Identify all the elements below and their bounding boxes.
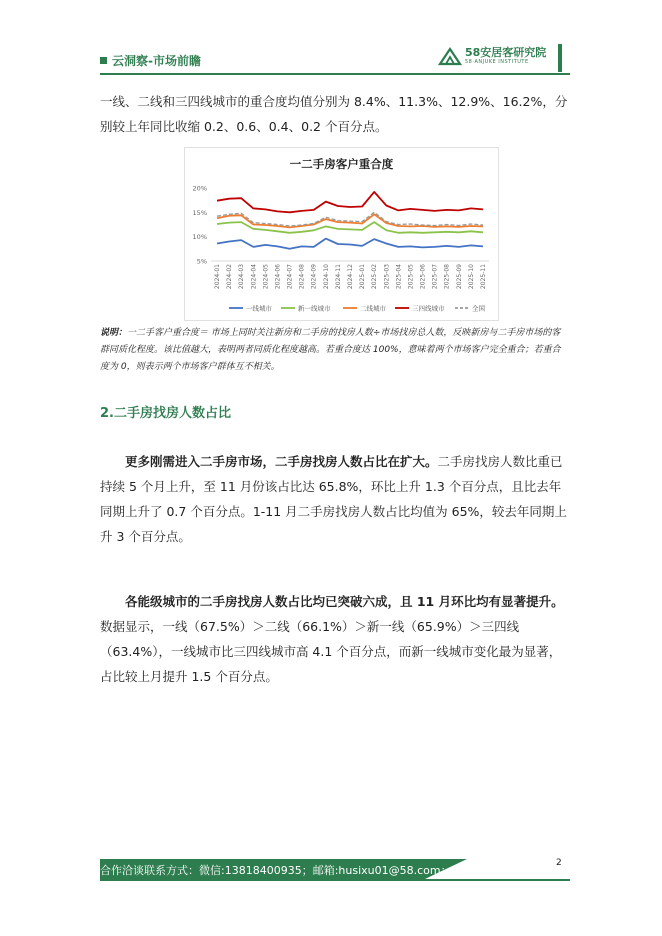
series-line [217, 222, 483, 233]
x-tick-label: 2024-10 [322, 264, 330, 290]
page-number: 2 [556, 858, 562, 868]
x-tick-label: 2024-12 [347, 264, 354, 290]
x-tick-label: 2025-06 [419, 264, 427, 290]
paragraph-1-lead: 更多刚需进入二手房市场，二手房找房人数占比在扩大。 [125, 454, 438, 469]
x-tick-label: 2025-01 [359, 264, 367, 290]
section-title: 2.二手房找房人数占比 [100, 406, 231, 421]
x-tick-label: 2024-04 [250, 264, 258, 290]
logo-english-text: 58·ANJUKE INSTITUTE [465, 59, 529, 65]
footer-contact: 合作洽谈联系方式：微信:13818400935；邮箱:husixu01@58.com； [100, 864, 452, 877]
x-tick-label: 2025-08 [443, 264, 451, 290]
page-header [100, 44, 570, 74]
series-line [217, 192, 483, 212]
chart-title: 一二手房客户重合度 [289, 157, 394, 171]
x-tick-label: 2024-05 [262, 264, 270, 290]
y-tick-label: 10% [192, 233, 207, 242]
x-tick-label: 2024-03 [238, 264, 246, 290]
legend-label: 一线城市 [246, 304, 272, 313]
y-tick-label: 15% [192, 208, 207, 217]
legend-label: 三四线城市 [412, 304, 445, 313]
section-paragraph-1 [100, 449, 568, 549]
y-tick-label: 5% [196, 257, 207, 266]
x-tick-label: 2025-03 [383, 264, 391, 290]
brand-logo [438, 46, 546, 66]
header-title: 云洞察-市场前瞻 [112, 54, 201, 68]
series-line [217, 239, 483, 249]
x-tick-label: 2024-08 [298, 264, 306, 290]
y-tick-label: 20% [192, 184, 207, 193]
x-tick-label: 2024-11 [334, 264, 342, 290]
x-tick-label: 2025-10 [467, 264, 475, 290]
x-tick-label: 2024-01 [214, 264, 222, 290]
header-bullet-icon [100, 57, 107, 64]
x-tick-label: 2024-06 [274, 264, 282, 290]
paragraph-1-body: 二手房找房人数比重已持续 5 个月上升，至 11 月份该占比达 65.8%，环比上升 1.3 个百分点，且比去年同期上升了 0.7 个百分点。1-11 月二手房找房人数占比均值为 65%，较去年同期上升 3 个百分点。 [100, 454, 567, 544]
intro-paragraph: 一线、二线和三四线城市的重合度均值分别为 8.4%、11.3%、12.9%、16.2%，分别较上年同比收缩 0.2、0.6、0.4、0.2 个百分点。 [100, 94, 568, 134]
legend-label: 二线城市 [360, 304, 386, 313]
footer-divider [100, 879, 570, 881]
x-tick-label: 2024-02 [226, 264, 234, 290]
x-tick-label: 2024-09 [310, 264, 318, 290]
note-label: 说明： [100, 328, 128, 338]
x-tick-label: 2024-07 [286, 264, 294, 290]
x-tick-label: 2025-09 [455, 264, 463, 290]
x-tick-label: 2025-07 [431, 264, 439, 290]
x-tick-label: 2025-11 [479, 264, 487, 290]
section-paragraph-2 [100, 589, 568, 689]
x-tick-label: 2025-04 [395, 264, 403, 290]
header-title-group [100, 52, 201, 69]
overlap-chart [184, 147, 499, 321]
x-tick-label: 2025-05 [407, 264, 415, 290]
house-logo-icon [438, 46, 462, 66]
chart-note [100, 325, 568, 376]
chart-plot [185, 148, 498, 320]
legend-label: 新一线城市 [298, 304, 331, 313]
header-divider [100, 73, 570, 75]
x-tick-label: 2025-02 [371, 264, 379, 290]
paragraph-2-body: 数据显示，一线（67.5%）＞二线（66.1%）＞新一线（65.9%）＞三四线（63.4%），一线城市比三四线城市高 4.1 个百分点，而新一线城市变化最为显著，占比较上月提升 1.5 个百分点。 [100, 619, 562, 684]
note-text: 一二手客户重合度＝ 市场上同时关注新房和二手房的找房人数÷市场找房总人数，反映新房与二手房市场的客群同质化程度。该比值越大，表明两者同质化程度越高。若重合度达 100%，意味着两个市场客户完全重合；若重合度为 0，则表示两个市场客户群体互不相关。 [100, 328, 561, 372]
paragraph-2-lead: 各能级城市的二手房找房人数占比均已突破六成，且 11 月环比均有显著提升。 [125, 594, 564, 609]
header-accent-bar [558, 44, 562, 72]
logo-chinese-text: 58安居客研究院 [465, 46, 547, 59]
legend-label: 全国 [472, 304, 485, 313]
